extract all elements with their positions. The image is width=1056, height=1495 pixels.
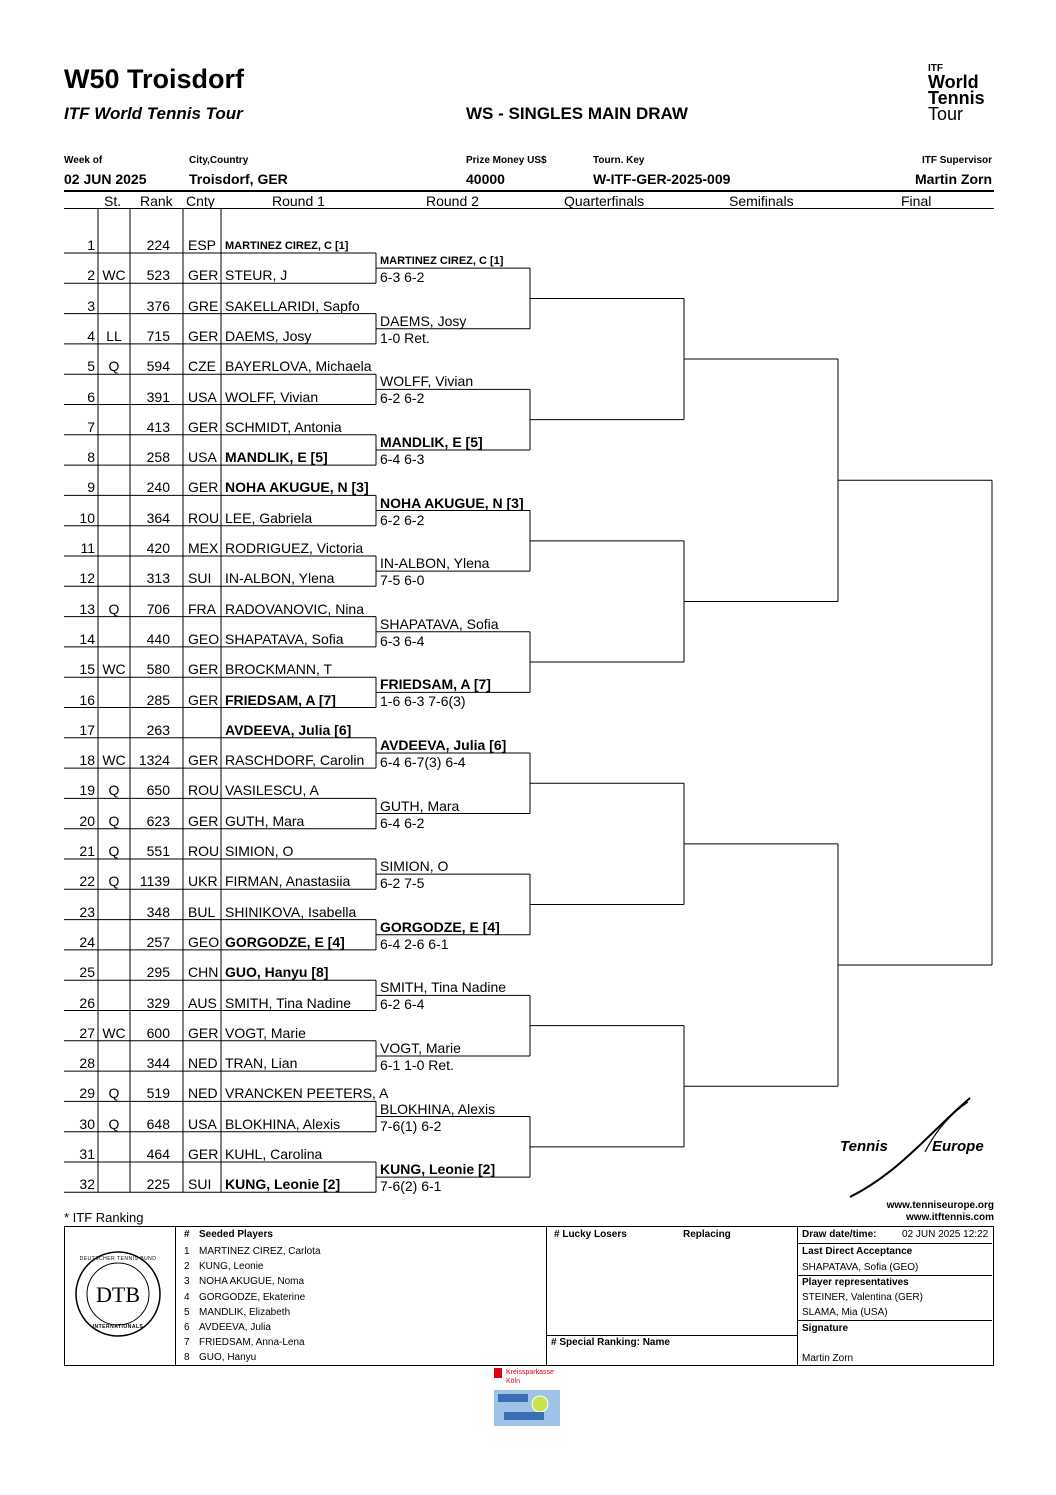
player-rank: 313 xyxy=(146,570,170,587)
col-quarterfinals: Quarterfinals xyxy=(564,193,645,209)
player-country: GER xyxy=(188,691,219,708)
supervisor-value: Martin Zorn xyxy=(915,171,992,187)
player-rank: 519 xyxy=(146,1085,170,1102)
player-rank: 420 xyxy=(146,540,170,556)
player-rank: 523 xyxy=(146,267,170,284)
round2-score: 6-4 6-2 xyxy=(380,814,425,831)
footer-divider-2 xyxy=(546,1226,547,1365)
week-label: Week of xyxy=(64,155,103,166)
player-country: GER xyxy=(188,752,219,769)
page-title: W50 Troisdorf xyxy=(64,64,245,94)
rep-1: STEINER, Valentina (GER) xyxy=(802,1292,923,1303)
player-rank: 594 xyxy=(146,358,170,375)
player-country: ROU xyxy=(188,509,220,526)
tourn-key-value: W-ITF-GER-2025-009 xyxy=(593,171,731,187)
col-round2: Round 2 xyxy=(426,193,479,209)
round2-score: 7-5 6-0 xyxy=(380,572,425,589)
player-country: AUS xyxy=(188,994,217,1011)
lda-label: Last Direct Acceptance xyxy=(802,1246,913,1257)
round2-player-name: DAEMS, Josy xyxy=(380,312,467,329)
player-name: STEUR, J xyxy=(225,267,288,284)
round2-player-name: NOHA AKUGUE, N [3] xyxy=(380,494,524,511)
player-country: NED xyxy=(188,1055,218,1072)
tennis-europe-logo: Tennis Europe xyxy=(840,1092,1000,1202)
city-label: City,Country xyxy=(189,155,249,166)
round2-score: 1-0 Ret. xyxy=(380,329,430,346)
draw-position: 3 xyxy=(87,297,95,314)
seed-number: 1 xyxy=(184,1246,190,1257)
player-name: SHAPATAVA, Sofia xyxy=(225,630,344,647)
round2-player-name: MARTINEZ CIREZ, C [1] xyxy=(380,255,504,268)
player-rank: 348 xyxy=(146,903,170,920)
lucky-losers-label: # Lucky Losers xyxy=(554,1229,627,1240)
draw-position: 24 xyxy=(79,933,95,950)
round2-score: 1-6 6-3 7-6(3) xyxy=(380,693,466,710)
draw-position: 28 xyxy=(79,1055,95,1072)
player-name: MARTINEZ CIREZ, C [1] xyxy=(225,240,349,252)
draw-position: 26 xyxy=(79,994,95,1011)
round2-score: 6-3 6-2 xyxy=(380,269,425,286)
player-name: RADOVANOVIC, Nina xyxy=(225,600,364,617)
player-country: GEO xyxy=(188,630,220,647)
entry-status: Q xyxy=(108,782,120,799)
player-country: ROU xyxy=(188,843,220,859)
lda-divider xyxy=(797,1275,992,1276)
player-rank: 329 xyxy=(146,994,170,1011)
draw-position: 23 xyxy=(79,903,95,920)
round2-score: 6-4 6-7(3) 6-4 xyxy=(380,753,466,770)
signature-label: Signature xyxy=(802,1323,849,1334)
player-name: MANDLIK, E [5] xyxy=(225,449,328,466)
player-name: SCHMIDT, Antonia xyxy=(225,418,342,435)
round2-score: 6-4 2-6 6-1 xyxy=(380,935,449,952)
rep-2: SLAMA, Mia (USA) xyxy=(802,1307,888,1318)
sponsor-logo: Kreissparkasse Köln xyxy=(494,1368,562,1428)
reps-label: Player representatives xyxy=(802,1277,909,1288)
player-name: GUTH, Mara xyxy=(225,812,305,829)
reps-divider xyxy=(797,1320,992,1321)
round2-player-name: IN-ALBON, Ylena xyxy=(380,555,490,572)
player-name: AVDEEVA, Julia [6] xyxy=(225,721,352,738)
player-rank: 240 xyxy=(146,479,170,496)
entry-status: WC xyxy=(102,267,126,284)
player-name: FRIEDSAM, A [7] xyxy=(225,691,336,708)
draw-position: 32 xyxy=(79,1176,95,1193)
draw-position: 14 xyxy=(79,630,95,647)
entry-status: Q xyxy=(108,358,120,375)
tour-subtitle: ITF World Tennis Tour xyxy=(64,104,243,123)
player-country: USA xyxy=(188,1115,217,1132)
player-country: GER xyxy=(188,661,219,678)
player-name: FIRMAN, Anastasiia xyxy=(225,873,351,890)
entry-status: WC xyxy=(102,661,126,678)
player-name: KUNG, Leonie [2] xyxy=(225,1176,341,1193)
week-value: 02 JUN 2025 xyxy=(64,171,147,187)
draw-position: 21 xyxy=(79,843,95,859)
player-rank: 224 xyxy=(146,237,170,253)
entry-status: Q xyxy=(108,1115,120,1132)
troisdorf-badge-icon xyxy=(494,1390,560,1426)
player-country: GRE xyxy=(188,297,219,314)
draw-position: 22 xyxy=(79,873,95,890)
draw-position: 30 xyxy=(79,1115,95,1132)
col-country: Cnty xyxy=(186,193,215,209)
seeded-hash: # xyxy=(184,1229,190,1240)
draw-date-value: 02 JUN 2025 12:22 xyxy=(902,1229,989,1240)
player-country: GEO xyxy=(188,933,220,950)
round2-score: 7-6(1) 6-2 xyxy=(380,1117,442,1134)
player-country: FRA xyxy=(188,600,216,617)
prize-label: Prize Money US$ xyxy=(466,155,547,166)
round2-score: 6-2 7-5 xyxy=(380,875,425,892)
player-country: UKR xyxy=(188,873,218,890)
col-seed-status: St. xyxy=(104,193,122,209)
draw-position: 4 xyxy=(87,327,95,344)
player-name: VOGT, Marie xyxy=(225,1024,306,1041)
player-name: TRAN, Lian xyxy=(225,1055,298,1072)
tourn-key-label: Tourn. Key xyxy=(593,155,645,166)
seed-player-name: GORGODZE, Ekaterine xyxy=(199,1291,306,1303)
player-rank: 225 xyxy=(146,1176,170,1193)
supervisor-label: ITF Supervisor xyxy=(921,155,992,166)
entry-status: Q xyxy=(108,600,120,617)
player-rank: 413 xyxy=(146,418,170,435)
draw-position: 7 xyxy=(87,418,95,435)
draw-position: 1 xyxy=(87,237,95,253)
player-name: IN-ALBON, Ylena xyxy=(225,570,335,587)
seed-number: 7 xyxy=(184,1337,190,1349)
draw-name: WS - SINGLES MAIN DRAW xyxy=(466,104,688,123)
draw-position: 20 xyxy=(79,812,95,829)
seed-number: 5 xyxy=(184,1306,190,1318)
prize-value: 40000 xyxy=(466,171,505,187)
seed-player-name: AVDEEVA, Julia xyxy=(199,1322,271,1333)
player-name: DAEMS, Josy xyxy=(225,327,312,344)
player-country: GER xyxy=(188,1024,219,1041)
round2-player-name: AVDEEVA, Julia [6] xyxy=(380,736,507,753)
player-name: BROCKMANN, T xyxy=(225,661,333,678)
entry-status: LL xyxy=(106,327,122,344)
entry-status: WC xyxy=(102,752,126,769)
round2-player-name: VOGT, Marie xyxy=(380,1039,461,1056)
draw-position: 19 xyxy=(79,782,95,799)
player-name: SAKELLARIDI, Sapfo xyxy=(225,297,360,314)
player-country: USA xyxy=(188,449,217,466)
seed-number: 4 xyxy=(184,1291,190,1303)
seed-number: 3 xyxy=(184,1276,190,1288)
player-country: GER xyxy=(188,479,219,496)
round2-player-name: GORGODZE, E [4] xyxy=(380,918,500,935)
draw-position: 6 xyxy=(87,388,95,405)
col-round1: Round 1 xyxy=(272,193,325,209)
player-rank: 623 xyxy=(146,812,170,829)
player-country: NED xyxy=(188,1085,218,1102)
player-name: VRANCKEN PEETERS, A xyxy=(225,1085,389,1102)
col-final: Final xyxy=(901,193,932,209)
player-rank: 600 xyxy=(146,1024,170,1041)
player-name: GORGODZE, E [4] xyxy=(225,933,345,950)
draw-position: 9 xyxy=(87,479,95,496)
city-value: Troisdorf, GER xyxy=(189,171,288,187)
entry-status: Q xyxy=(108,873,120,890)
player-country: ROU xyxy=(188,782,220,799)
draw-position: 5 xyxy=(87,358,95,375)
round2-player-name: WOLFF, Vivian xyxy=(380,373,474,390)
draw-position: 11 xyxy=(80,540,95,556)
draw-position: 27 xyxy=(79,1024,95,1041)
player-rank: 464 xyxy=(146,1146,170,1162)
dtb-logo: DEUTSCHER TENNIS BUND DTB INTERNATIONALS xyxy=(74,1250,162,1338)
tenniseurope-url: www.tenniseurope.org xyxy=(886,1200,994,1211)
draw-position: 13 xyxy=(79,600,95,617)
special-ranking-label: # Special Ranking: Name xyxy=(551,1337,670,1348)
player-country: GER xyxy=(188,418,219,435)
round2-score: 6-4 6-3 xyxy=(380,450,425,467)
player-name: KUHL, Carolina xyxy=(225,1146,323,1162)
player-rank: 1139 xyxy=(139,873,170,890)
replacing-label: Replacing xyxy=(683,1229,731,1240)
seed-player-name: MARTINEZ CIREZ, Carlota xyxy=(199,1246,321,1257)
player-country: MEX xyxy=(188,540,219,556)
player-rank: 580 xyxy=(146,661,170,678)
player-rank: 1324 xyxy=(138,752,170,769)
player-rank: 440 xyxy=(146,630,170,647)
player-name: GUO, Hanyu [8] xyxy=(225,964,329,981)
player-name: SMITH, Tina Nadine xyxy=(225,994,352,1011)
draw-position: 25 xyxy=(79,964,95,981)
round2-player-name: MANDLIK, E [5] xyxy=(380,433,483,450)
player-name: LEE, Gabriela xyxy=(225,509,313,526)
seed-player-name: FRIEDSAM, Anna-Lena xyxy=(199,1337,305,1349)
round2-player-name: FRIEDSAM, A [7] xyxy=(380,676,491,693)
player-name: RODRIGUEZ, Victoria xyxy=(225,540,364,556)
round2-score: 7-6(2) 6-1 xyxy=(380,1178,442,1195)
player-rank: 263 xyxy=(146,721,170,738)
player-rank: 376 xyxy=(146,297,170,314)
seed-number: 2 xyxy=(184,1261,190,1273)
round2-score: 6-2 6-2 xyxy=(380,390,425,407)
draw-date-label: Draw date/time: xyxy=(802,1229,877,1240)
player-rank: 391 xyxy=(146,388,170,405)
player-country: USA xyxy=(188,388,217,405)
player-name: NOHA AKUGUE, N [3] xyxy=(225,479,369,496)
player-rank: 364 xyxy=(146,509,170,526)
player-country: ESP xyxy=(188,237,217,253)
round2-player-name: SMITH, Tina Nadine xyxy=(380,979,507,996)
player-country: SUI xyxy=(188,570,212,587)
entry-status: Q xyxy=(108,1085,120,1102)
draw-position: 31 xyxy=(79,1146,95,1162)
player-name: WOLFF, Vivian xyxy=(225,388,319,405)
itftennis-url: www.itftennis.com xyxy=(906,1212,994,1223)
draw-position: 15 xyxy=(79,661,95,678)
special-ranking-divider xyxy=(546,1335,797,1336)
draw-position: 18 xyxy=(79,752,95,769)
player-rank: 648 xyxy=(146,1115,170,1132)
draw-date-divider xyxy=(797,1243,992,1244)
player-rank: 295 xyxy=(146,964,170,981)
player-name: RASCHDORF, Carolin xyxy=(225,752,365,769)
player-rank: 706 xyxy=(146,600,170,617)
player-rank: 258 xyxy=(146,449,170,466)
col-semifinals: Semifinals xyxy=(729,193,794,209)
entry-status: WC xyxy=(102,1024,126,1041)
draw-position: 12 xyxy=(79,570,95,587)
round2-player-name: SHAPATAVA, Sofia xyxy=(380,615,499,632)
player-name: SHINIKOVA, Isabella xyxy=(225,903,357,920)
seeded-title: Seeded Players xyxy=(199,1229,273,1240)
draw-position: 17 xyxy=(79,721,95,738)
player-name: BLOKHINA, Alexis xyxy=(225,1115,341,1132)
entry-status: Q xyxy=(108,812,120,829)
player-name: SIMION, O xyxy=(225,843,294,859)
round2-score: 6-1 1-0 Ret. xyxy=(380,1056,454,1073)
round2-score: 6-3 6-4 xyxy=(380,632,425,649)
player-country: CZE xyxy=(188,358,216,375)
player-country: GER xyxy=(188,267,219,284)
footer-divider-3 xyxy=(797,1226,798,1365)
player-country: GER xyxy=(188,812,219,829)
lda-value: SHAPATAVA, Sofia (GEO) xyxy=(802,1262,919,1273)
footer-divider-1 xyxy=(175,1226,176,1365)
player-rank: 551 xyxy=(146,843,170,859)
seed-player-name: MANDLIK, Elizabeth xyxy=(199,1306,291,1318)
player-rank: 650 xyxy=(146,782,170,799)
seed-player-name: NOHA AKUGUE, Noma xyxy=(199,1276,305,1288)
player-country: BUL xyxy=(188,903,216,920)
seed-player-name: GUO, Hanyu xyxy=(199,1352,257,1364)
entry-status: Q xyxy=(108,843,120,859)
round2-player-name: SIMION, O xyxy=(380,858,449,875)
seed-number: 8 xyxy=(184,1352,190,1364)
player-rank: 285 xyxy=(146,691,170,708)
draw-position: 8 xyxy=(87,449,95,466)
round2-score: 6-2 6-4 xyxy=(380,996,425,1013)
seed-player-name: KUNG, Leonie xyxy=(199,1261,264,1273)
draw-position: 2 xyxy=(87,267,95,284)
round2-player-name: KUNG, Leonie [2] xyxy=(380,1161,496,1178)
signature-value: Martin Zorn xyxy=(802,1353,854,1364)
player-country: GER xyxy=(188,1146,219,1162)
player-country: GER xyxy=(188,327,219,344)
player-rank: 257 xyxy=(146,933,170,950)
draw-position: 16 xyxy=(79,691,95,708)
player-country: SUI xyxy=(188,1176,212,1193)
col-rank: Rank xyxy=(140,193,173,209)
round2-score: 6-2 6-2 xyxy=(380,511,425,528)
draw-position: 10 xyxy=(79,509,95,526)
player-rank: 344 xyxy=(146,1055,170,1072)
sparkasse-icon xyxy=(494,1368,502,1378)
itf-ranking-note: * ITF Ranking xyxy=(64,1210,144,1225)
itf-world-tennis-tour-logo: ITF World Tennis Tour xyxy=(928,63,985,124)
round2-player-name: BLOKHINA, Alexis xyxy=(380,1100,496,1117)
round2-player-name: GUTH, Mara xyxy=(380,797,460,814)
player-country: CHN xyxy=(188,964,219,981)
player-rank: 715 xyxy=(146,327,170,344)
player-name: VASILESCU, A xyxy=(225,782,319,799)
seed-number: 6 xyxy=(184,1322,190,1333)
player-name: BAYERLOVA, Michaela xyxy=(225,358,372,375)
draw-position: 29 xyxy=(79,1085,95,1102)
